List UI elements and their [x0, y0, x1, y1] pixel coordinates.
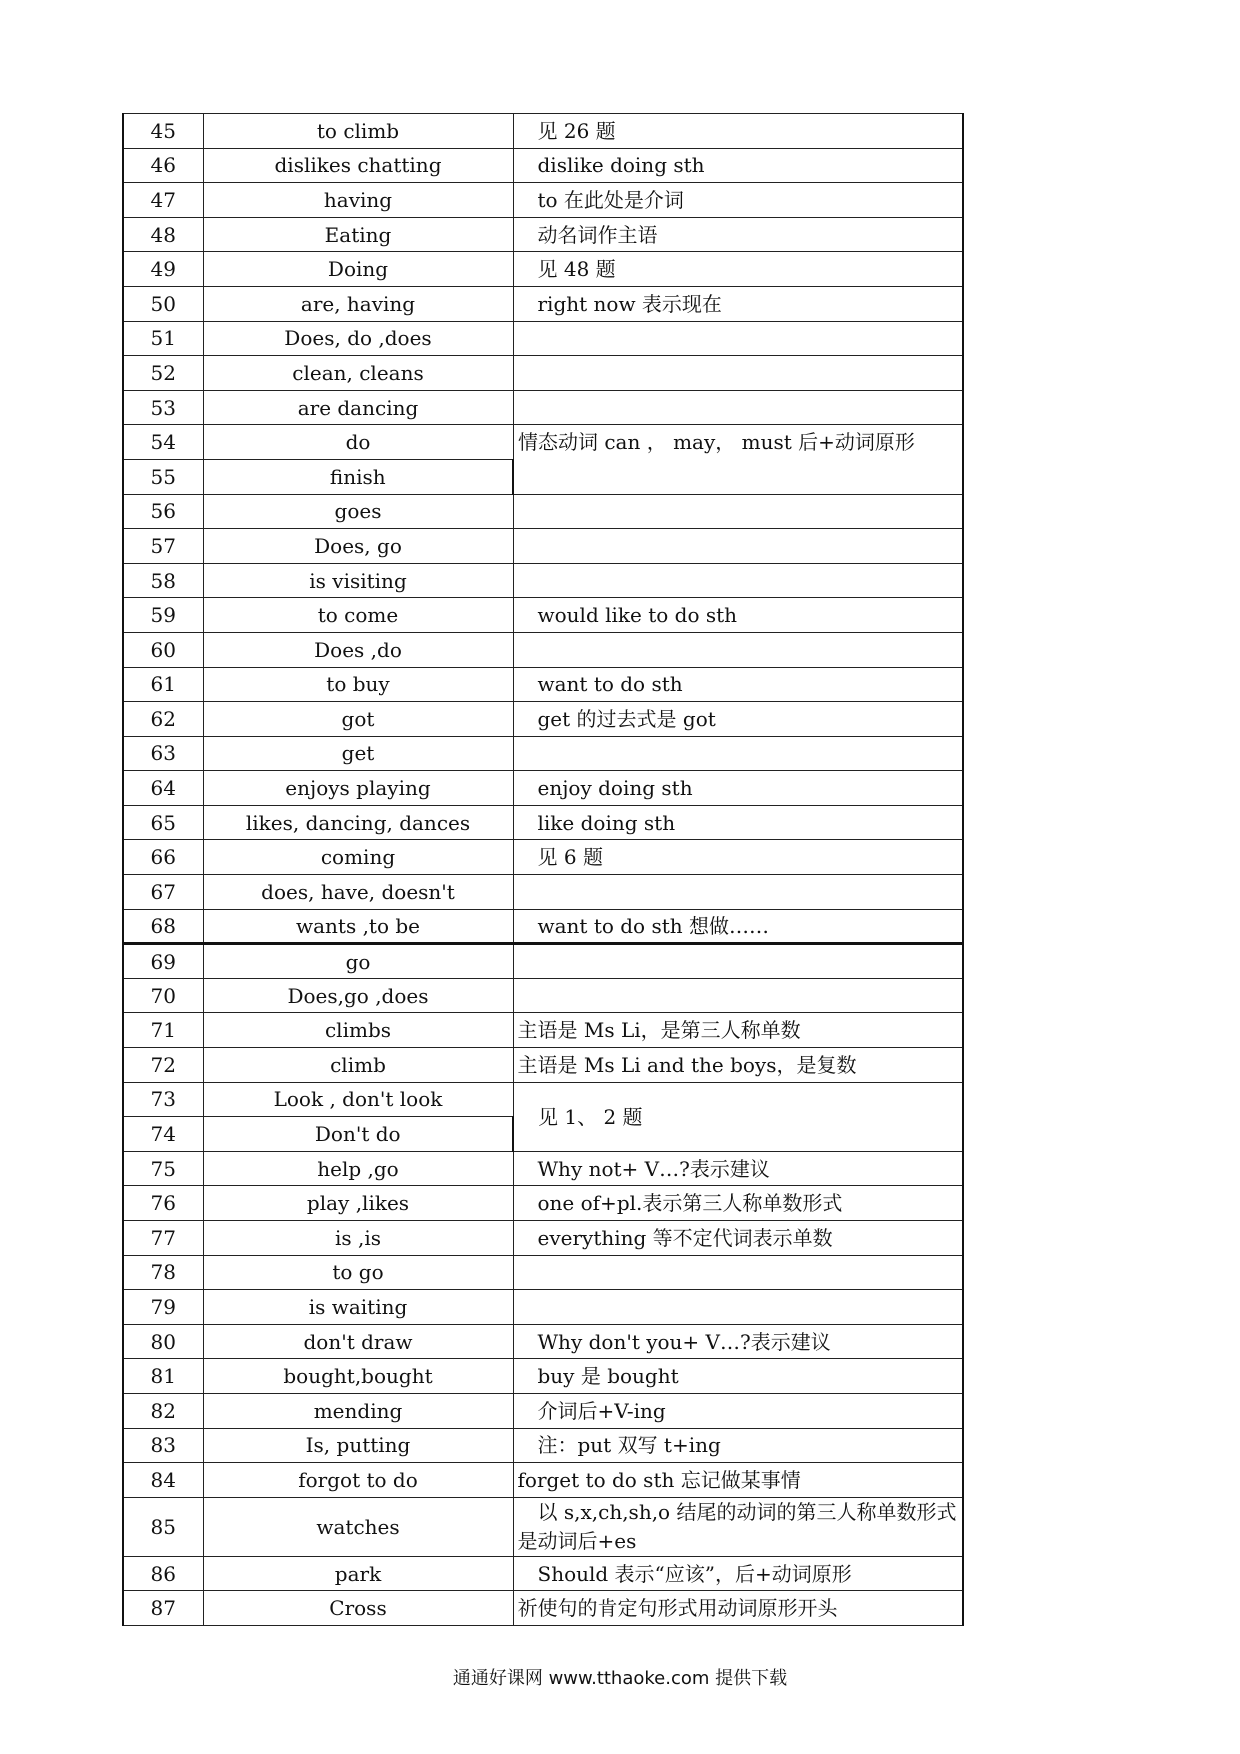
table-row: [123, 183, 963, 218]
question-number: 78: [123, 1255, 203, 1290]
table-row: [123, 1186, 963, 1221]
answer-cell: having: [203, 183, 513, 218]
note-cell: [513, 390, 963, 425]
question-number: 49: [123, 252, 203, 287]
question-number: 45: [123, 114, 203, 149]
table-row: [123, 148, 963, 183]
question-number: 87: [123, 1591, 203, 1626]
note-cell: [513, 978, 963, 1013]
question-number: 58: [123, 563, 203, 598]
note-cell: [513, 529, 963, 564]
table-row: [123, 1556, 963, 1591]
note-cell: [513, 1290, 963, 1325]
answer-cell: goes: [203, 494, 513, 529]
table-row: [123, 494, 963, 529]
table-row: [123, 1324, 963, 1359]
answer-cell: got: [203, 702, 513, 737]
note-cell: right now 表示现在: [513, 286, 963, 321]
question-number: 73: [123, 1082, 203, 1117]
question-number: 59: [123, 598, 203, 633]
table-row: [123, 1393, 963, 1428]
table-row: [123, 598, 963, 633]
table-row: [123, 1359, 963, 1394]
question-number: 81: [123, 1359, 203, 1394]
question-number: 67: [123, 875, 203, 910]
note-cell: Should 表示“应该”，后+动词原形: [513, 1556, 963, 1591]
note-cell: [513, 563, 963, 598]
table-row: [123, 978, 963, 1013]
note-cell: 主语是 Ms Li and the boys，是复数: [513, 1048, 963, 1083]
question-number: 52: [123, 356, 203, 391]
answer-cell: Look , don't look: [203, 1082, 513, 1117]
answer-cell: is waiting: [203, 1290, 513, 1325]
table-row: [123, 217, 963, 252]
question-number: 74: [123, 1117, 203, 1152]
answer-cell: Does, go: [203, 529, 513, 564]
table-row: [123, 702, 963, 737]
question-number: 76: [123, 1186, 203, 1221]
table-row: [123, 390, 963, 425]
question-number: 57: [123, 529, 203, 564]
answer-cell: is ,is: [203, 1221, 513, 1256]
answer-cell: park: [203, 1556, 513, 1591]
table-row: [123, 1048, 963, 1083]
table-row: [123, 1290, 963, 1325]
answer-cell: to climb: [203, 114, 513, 149]
question-number: 54: [123, 425, 203, 460]
answer-cell: does, have, doesn't: [203, 875, 513, 910]
question-number: 85: [123, 1497, 203, 1556]
note-cell: Why not+ V…?表示建议: [513, 1151, 963, 1186]
table-row: [123, 1428, 963, 1463]
answer-cell: Don't do: [203, 1117, 513, 1152]
note-cell: [513, 875, 963, 910]
answer-cell: play ,likes: [203, 1186, 513, 1221]
note-cell: enjoy doing sth: [513, 771, 963, 806]
question-number: 72: [123, 1048, 203, 1083]
note-cell: [513, 736, 963, 771]
question-number: 83: [123, 1428, 203, 1463]
note-cell: one of+pl.表示第三人称单数形式: [513, 1186, 963, 1221]
note-cell: buy 是 bought: [513, 1359, 963, 1394]
question-number: 70: [123, 978, 203, 1013]
question-number: 66: [123, 840, 203, 875]
answer-cell: Does ,do: [203, 632, 513, 667]
note-cell: [513, 494, 963, 529]
table-row: [123, 1591, 963, 1626]
table-row: [123, 356, 963, 391]
question-number: 62: [123, 702, 203, 737]
question-number: 65: [123, 805, 203, 840]
table-row: [123, 944, 963, 979]
answer-cell: help ,go: [203, 1151, 513, 1186]
question-number: 64: [123, 771, 203, 806]
note-cell: get 的过去式是 got: [513, 702, 963, 737]
question-number: 68: [123, 909, 203, 944]
table-row: [123, 1151, 963, 1186]
note-cell: 见 26 题: [513, 114, 963, 149]
note-cell: 祈使句的肯定句形式用动词原形开头: [513, 1591, 963, 1626]
answer-cell: go: [203, 944, 513, 979]
question-number: 60: [123, 632, 203, 667]
answer-cell: Is, putting: [203, 1428, 513, 1463]
question-number: 69: [123, 944, 203, 979]
note-cell: 见 6 题: [513, 840, 963, 875]
question-number: 84: [123, 1463, 203, 1498]
note-cell: 注：put 双写 t+ing: [513, 1428, 963, 1463]
question-number: 77: [123, 1221, 203, 1256]
table-row: [123, 1255, 963, 1290]
question-number: 56: [123, 494, 203, 529]
note-cell: forget to do sth 忘记做某事情: [513, 1463, 963, 1498]
answer-cell: to come: [203, 598, 513, 633]
table-row: [123, 114, 963, 149]
answer-cell: coming: [203, 840, 513, 875]
note-cell: dislike doing sth: [513, 148, 963, 183]
question-number: 50: [123, 286, 203, 321]
table-row: [123, 909, 963, 944]
table-row: [123, 529, 963, 564]
note-cell: 见 1、 2 题: [513, 1082, 963, 1151]
answer-cell: is visiting: [203, 563, 513, 598]
note-cell: 主语是 Ms Li，是第三人称单数: [513, 1013, 963, 1048]
answer-cell: forgot to do: [203, 1463, 513, 1498]
answer-table: [122, 113, 964, 1626]
answer-cell: get: [203, 736, 513, 771]
table-row: [123, 425, 963, 460]
answer-cell: are dancing: [203, 390, 513, 425]
question-number: 75: [123, 1151, 203, 1186]
table-row: [123, 563, 963, 598]
note-cell: would like to do sth: [513, 598, 963, 633]
answer-cell: to buy: [203, 667, 513, 702]
table-row: [123, 1497, 963, 1556]
question-number: 71: [123, 1013, 203, 1048]
table-row: [123, 1082, 963, 1117]
table-row: [123, 1463, 963, 1498]
note-cell: 以 s,x,ch,sh,o 结尾的动词的第三人称单数形式是动词后+es: [513, 1497, 963, 1556]
answer-cell: dislikes chatting: [203, 148, 513, 183]
question-number: 51: [123, 321, 203, 356]
question-number: 55: [123, 459, 203, 494]
question-number: 47: [123, 183, 203, 218]
note-cell: [513, 632, 963, 667]
answer-cell: to go: [203, 1255, 513, 1290]
table-row: [123, 805, 963, 840]
answer-cell: clean, cleans: [203, 356, 513, 391]
note-cell: everything 等不定代词表示单数: [513, 1221, 963, 1256]
question-number: 48: [123, 217, 203, 252]
page-footer: 通通好课网 www.tthaoke.com 提供下载: [452, 1668, 788, 1689]
answer-cell: wants ,to be: [203, 909, 513, 944]
answer-cell: Eating: [203, 217, 513, 252]
table-row: [123, 736, 963, 771]
answer-cell: Does,go ,does: [203, 978, 513, 1013]
question-number: 63: [123, 736, 203, 771]
note-cell: 情态动词 can ， may， must 后+动词原形: [513, 425, 963, 494]
question-number: 46: [123, 148, 203, 183]
question-number: 79: [123, 1290, 203, 1325]
table-row: [123, 632, 963, 667]
answer-cell: do: [203, 425, 513, 460]
answer-cell: bought,bought: [203, 1359, 513, 1394]
answer-cell: Does, do ,does: [203, 321, 513, 356]
note-cell: want to do sth 想做……: [513, 909, 963, 944]
table-row: [123, 875, 963, 910]
table-row: [123, 1221, 963, 1256]
answer-cell: watches: [203, 1497, 513, 1556]
note-cell: to 在此处是介词: [513, 183, 963, 218]
question-number: 53: [123, 390, 203, 425]
note-cell: [513, 1255, 963, 1290]
answer-cell: are, having: [203, 286, 513, 321]
answer-cell: Doing: [203, 252, 513, 287]
question-number: 82: [123, 1393, 203, 1428]
table-row: [123, 840, 963, 875]
table-row: [123, 321, 963, 356]
question-number: 86: [123, 1556, 203, 1591]
question-number: 80: [123, 1324, 203, 1359]
table-row: [123, 286, 963, 321]
answer-cell: mending: [203, 1393, 513, 1428]
answer-cell: climbs: [203, 1013, 513, 1048]
answer-cell: finish: [203, 459, 513, 494]
note-cell: [513, 944, 963, 979]
table-row: [123, 1013, 963, 1048]
note-cell: 见 48 题: [513, 252, 963, 287]
answer-cell: climb: [203, 1048, 513, 1083]
question-number: 61: [123, 667, 203, 702]
note-cell: want to do sth: [513, 667, 963, 702]
note-cell: like doing sth: [513, 805, 963, 840]
table-row: [123, 771, 963, 806]
table-row: [123, 667, 963, 702]
table-row: [123, 252, 963, 287]
answer-cell: likes, dancing, dances: [203, 805, 513, 840]
answer-cell: don't draw: [203, 1324, 513, 1359]
note-cell: [513, 356, 963, 391]
answer-cell: Cross: [203, 1591, 513, 1626]
note-cell: Why don't you+ V…?表示建议: [513, 1324, 963, 1359]
answer-cell: enjoys playing: [203, 771, 513, 806]
note-cell: [513, 321, 963, 356]
note-cell: 介词后+V-ing: [513, 1393, 963, 1428]
note-cell: 动名词作主语: [513, 217, 963, 252]
